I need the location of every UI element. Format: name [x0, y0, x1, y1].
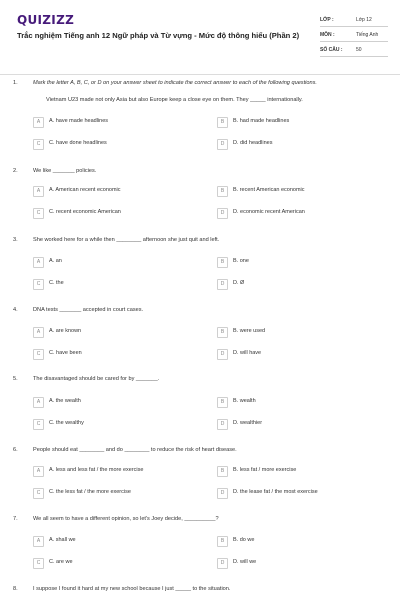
option-label: C. have done headlines: [49, 140, 107, 146]
option-letter-box: C: [33, 139, 44, 150]
option-letter-box: B: [217, 117, 228, 128]
option-label: B. were used: [233, 328, 266, 334]
option-label: A. shall we: [49, 537, 76, 543]
option-letter-box: B: [217, 257, 228, 268]
question-number: 3.: [13, 237, 18, 243]
option-letter-box: D: [217, 488, 228, 499]
option-label: D. economic recent American: [233, 209, 305, 215]
option-label: A. an: [49, 258, 62, 264]
option-label: B. had made headlines: [233, 118, 290, 124]
meta-subject-value: Tiếng Anh: [356, 32, 379, 38]
question-text: DNA tests _______ accepted in court cases.: [33, 307, 144, 313]
meta-grade-key: LỚP :: [320, 17, 334, 23]
option-label: C. recent economic American: [49, 209, 121, 215]
meta-count-value: 50: [356, 47, 362, 53]
option-letter-box: C: [33, 349, 44, 360]
meta-divider: [320, 26, 388, 27]
question-number: 4.: [13, 307, 18, 313]
option-label: C. the: [49, 280, 64, 286]
meta-count-key: SỐ CÂU :: [320, 47, 343, 53]
question-number: 8.: [13, 586, 18, 592]
option-letter-box: A: [33, 466, 44, 477]
question-number: 6.: [13, 447, 18, 453]
option-label: B. wealth: [233, 398, 256, 404]
option-letter-box: A: [33, 257, 44, 268]
option-letter-box: B: [217, 327, 228, 338]
option-label: D. will we: [233, 559, 257, 565]
option-label: A. are known: [49, 328, 82, 334]
option-letter-box: C: [33, 279, 44, 290]
question-number: 1.: [13, 80, 18, 86]
option-letter-box: B: [217, 536, 228, 547]
question-number: 5.: [13, 376, 18, 382]
question-text: We like _______ policies.: [33, 168, 97, 174]
option-letter-box: C: [33, 558, 44, 569]
option-label: A. American recent economic: [49, 187, 121, 193]
question-instruction: Mark the letter A, B, C, or D on your answer sheet to indicate the correct answer to each of the following questions.: [33, 80, 317, 86]
option-label: B. one: [233, 258, 249, 264]
option-letter-box: C: [33, 488, 44, 499]
meta-subject-key: MÔN :: [320, 32, 335, 38]
question-text: People should eat ________ and do ________ to reduce the risk of heart disease.: [33, 447, 237, 453]
option-label: A. less and less fat / the more exercise: [49, 467, 144, 473]
option-label: B. less fat / more exercise: [233, 467, 297, 473]
option-letter-box: A: [33, 186, 44, 197]
header-divider: [0, 74, 400, 75]
option-label: D. will have: [233, 350, 262, 356]
option-label: D. Ø: [233, 280, 245, 286]
option-label: D. wealthier: [233, 420, 263, 426]
option-letter-box: A: [33, 397, 44, 408]
option-letter-box: A: [33, 117, 44, 128]
question-number: 2.: [13, 168, 18, 174]
option-label: D. the lease fat / the most exercise: [233, 489, 318, 495]
option-label: A. have made headlines: [49, 118, 109, 124]
option-letter-box: B: [217, 466, 228, 477]
meta-divider: [320, 41, 388, 42]
option-label: B. recent American economic: [233, 187, 305, 193]
option-label: A. the wealth: [49, 398, 81, 404]
option-letter-box: C: [33, 419, 44, 430]
quizizz-logo: QUIZIZZ: [17, 13, 75, 27]
question-text: I suppose I found it hard at my new school because I just _____ to the situation.: [33, 586, 231, 592]
option-label: C. the wealthy: [49, 420, 84, 426]
meta-divider: [320, 56, 388, 57]
option-label: C. have been: [49, 350, 82, 356]
question-text: We all seem to have a different opinion, so let's Joey decide, __________?: [33, 516, 219, 522]
option-label: C. are we: [49, 559, 73, 565]
option-letter-box: C: [33, 208, 44, 219]
option-letter-box: D: [217, 279, 228, 290]
option-label: C. the less fat / the more exercise: [49, 489, 131, 495]
question-text: Vietnam U23 made not only Asia but also Europe keep a close eye on them. They _____ internationally.: [46, 97, 303, 103]
question-text: The disavantaged should be cared for by _______.: [33, 376, 160, 382]
option-label: D. did headlines: [233, 140, 273, 146]
option-letter-box: A: [33, 536, 44, 547]
option-letter-box: B: [217, 186, 228, 197]
option-letter-box: D: [217, 349, 228, 360]
option-letter-box: D: [217, 139, 228, 150]
option-letter-box: D: [217, 208, 228, 219]
question-text: She worked here for a while then ________ afternoon she just quit and left.: [33, 237, 220, 243]
option-letter-box: D: [217, 419, 228, 430]
option-label: B. do we: [233, 537, 255, 543]
worksheet-title: Trắc nghiệm Tiếng anh 12 Ngữ pháp và Từ vựng - Mức độ thông hiểu (Phần 2): [17, 31, 300, 40]
option-letter-box: B: [217, 397, 228, 408]
option-letter-box: A: [33, 327, 44, 338]
meta-grade-value: Lớp 12: [356, 17, 372, 23]
question-number: 7.: [13, 516, 18, 522]
option-letter-box: D: [217, 558, 228, 569]
